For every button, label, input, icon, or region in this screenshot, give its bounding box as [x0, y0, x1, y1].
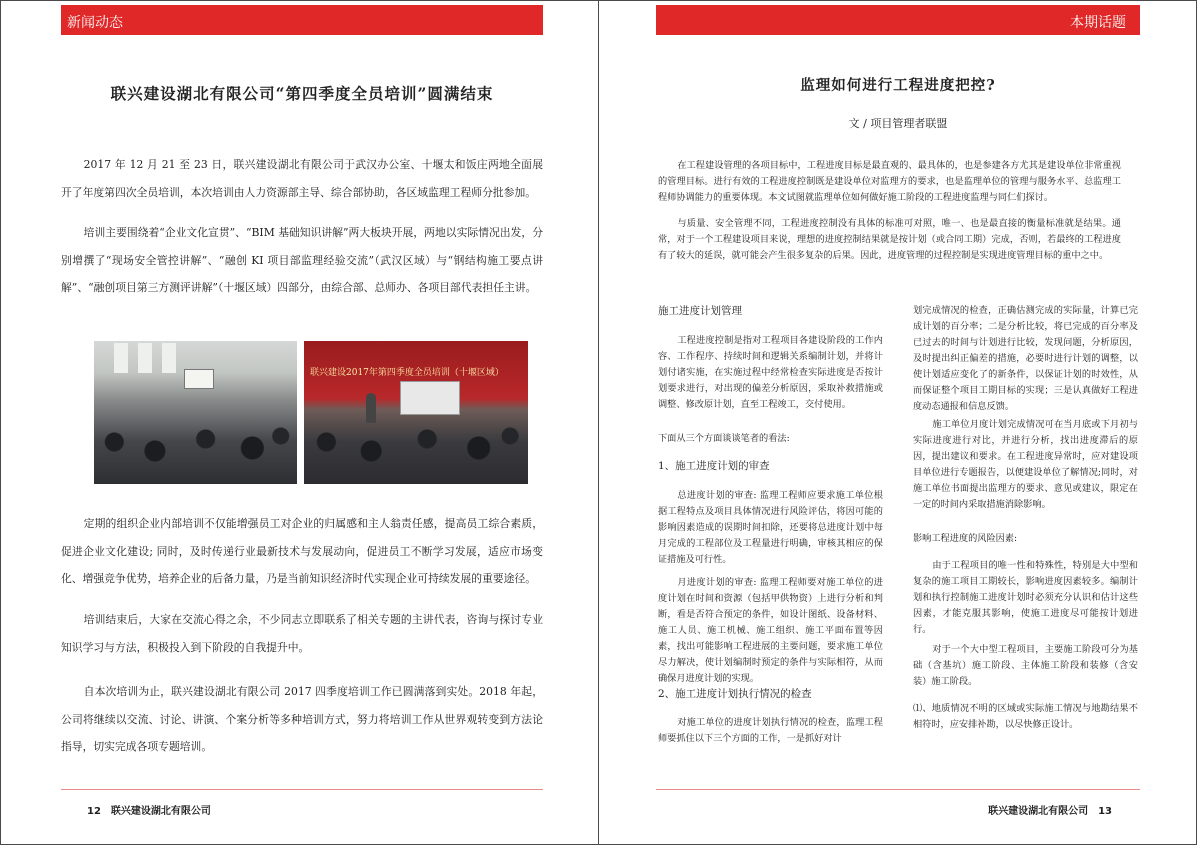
presenter	[366, 393, 376, 423]
col-b-paragraph-3: 由于工程项目的唯一性和特殊性，特别是大中型和复杂的施工项目工期较长，影响进度因素较多。编制计划和执行控制施工进度计划时必须充分认识和估计这些因素，才能克服其影响，使施工进度尽可能按计划进行。	[913, 560, 1138, 635]
col-b-lead: 影响工程进度的风险因素:	[913, 533, 1018, 544]
section-heading-execution-check: 2、施工进度计划执行情况的检查	[658, 688, 812, 700]
left-paragraph-4: 培训结束后，大家在交流心得之余，不少同志立即联系了相关专题的主讲代表，咨询与探讨专业知识学习与方法，积极投入到下阶段的自我提升中。	[61, 613, 543, 654]
col-a-paragraph-1: 工程进度控制是指对工程项目各建设阶段的工作内容、工作程序、持续时间和逻辑关系编制计划，并将计划付诸实施，在实施过程中经常检查实际进度是否按计划要求进行，对出现的偏差分析原因，采取补救措施或调整、修改原计划，直至工程竣工，交付使用。	[658, 335, 883, 410]
left-page	[0, 0, 599, 845]
left-paragraph-1: 2017 年 12 月 21 至 23 日，联兴建设湖北有限公司于武汉办公室、十堰太和饭庄两地全面展开了年度第四次全员培训，本次培训由人力资源部主导、综合部协助，各区域监理工程师分批参加。	[61, 158, 543, 199]
left-paragraph-3: 定期的组织企业内部培训不仅能增强员工对企业的归属感和主人翁责任感，提高员工综合素质，促进企业文化建设; 同时，及时传递行业最新技术与发展动向，促进员工不断学习发展，适应市场变化、增强竞争优势，培养企业的后备力量，乃是当前知识经济时代实现企业可持续发展的重要途径。	[61, 517, 543, 585]
left-header-label: 新闻动态	[67, 15, 123, 31]
right-page-footer: 联兴建设湖北有限公司 13	[988, 806, 1112, 817]
col-b-paragraph-1: 划完成情况的检查，正确估测完成的实际量，计算已完成计划的百分率；二是分析比较，将已完成的百分率及已过去的时间与计划进行比较，发现问题，分析原因，及时提出纠正偏差的措施，必要时进行计划的调整，以使计划适应变化了的新条件，以保证计划的时效性，从而保证整个项目工期目标的实现；三是认真做好工程进度动态通报和信息反馈。	[913, 305, 1138, 412]
col-a-paragraph-3: 月进度计划的审查: 监理工程师要对施工单位的进度计划在时间和资源（包括甲供物资）上进行分析和判断，看是否符合预定的条件，如设计图纸、设备材料、施工人员、施工机械、施工组织、施工平面布置等因素，找出可能影响工程进展的主要问题，要求施工单位尽力解决，使计划编制时预定的条件与实际相符，从而确保月进度计划的实现。	[658, 577, 883, 684]
col-a-lead: 下面从三个方面谈谈笔者的看法:	[658, 433, 790, 444]
section-heading-plan-review: 1、施工进度计划的审查	[658, 460, 770, 472]
col-b-paragraph-4: 对于一个大中型工程项目，主要施工阶段可分为基础（含基坑）施工阶段、主体施工阶段和装修（含安装）施工阶段。	[913, 644, 1138, 687]
right-page	[598, 0, 1197, 845]
left-footer-rule	[61, 789, 543, 790]
right-footer-rule	[656, 789, 1140, 790]
col-a-paragraph-2: 总进度计划的审查: 监理工程师应要求施工单位根据工程特点及项目具体情况进行风险评估，将因可能的影响因素造成的误期时间扣除，还要将总进度计划中每月完成的工程部位及工程量进行明确，审核其相应的保证措施及可行性。	[658, 490, 883, 565]
article-author: 文 / 项目管理者联盟	[848, 117, 948, 130]
section-heading-plan-management: 施工进度计划管理	[658, 305, 742, 317]
left-paragraph-5: 自本次培训为止，联兴建设湖北有限公司 2017 四季度培训工作已圆满落到实处。2018 年起，公司将继续以交流、讨论、讲演、个案分析等多种培训方式，努力将培训工作从世界观转变到方法论指导，切实完成各项专题培训。	[61, 685, 543, 753]
left-paragraph-2: 培训主要围绕着“企业文化宣贯”、“BIM 基础知识讲解”两大板块开展，两地以实际情况出发，分别增撰了“现场安全管控讲解”、“融创 KI 项目部监理经验交流”（武汉区域）与“钢结构施工要点讲解”、“融创项目第三方测评讲解”（十堰区域）四部分，由综合部、总师办、各项目部代表担任主讲。	[61, 226, 543, 294]
whiteboard	[400, 381, 460, 415]
projector-screen	[184, 369, 214, 389]
photo-banner-text: 联兴建设2017年第四季度全员培训（十堰区域）	[310, 368, 504, 378]
left-page-footer: 12 联兴建设湖北有限公司	[87, 806, 211, 817]
training-photo-wuhan	[94, 341, 297, 484]
col-a-paragraph-4: 对施工单位的进度计划执行情况的检查，监理工程师要抓住以下三个方面的工作，一是抓好对计	[658, 717, 883, 744]
col-b-paragraph-2: 施工单位月度计划完成情况可在当月底或下月初与实际进度进行对比，并进行分析，找出进度滞后的原因，提出建议和要求。在工程进度异常时，应对建设项目单位进行专题报告，以便建设单位了解情况;同时，对施工单位书面提出监理方的要求、意见或建议，限定在一定的时间内采取措施消除影响。	[913, 419, 1138, 510]
left-header-bar	[61, 5, 543, 35]
intro-paragraph-1: 在工程建设管理的各项目标中，工程进度目标是最直观的、最具体的，也是参建各方尤其是建设单位非常重视的管理目标。进行有效的工程进度控制既是建设单位对监理方的要求，也是监理单位的管理与服务水平、总监理工程师协调能力的重要体现。本文试图就监理单位如何做好施工阶段的工程进度监理与同仁们探讨。	[658, 160, 1121, 203]
col-b-paragraph-5: ⑴、地质情况不明的区域或实际施工情况与地勘结果不相符时，应安排补勘，以尽快修正设计。	[913, 703, 1138, 730]
right-header-bar	[656, 5, 1140, 35]
training-photo-shiyan	[304, 341, 528, 484]
left-article-title: 联兴建设湖北有限公司“第四季度全员培训”圆满结束	[110, 84, 494, 103]
right-header-label: 本期话题	[1070, 15, 1126, 31]
right-article-title: 监理如何进行工程进度把控?	[800, 77, 996, 94]
intro-paragraph-2: 与质量、安全管理不同，工程进度控制没有具体的标准可对照，唯一、也是最直接的衡量标准就是结果。通常，对于一个工程建设项目来说，理想的进度控制结果就是按计划（或合同工期）完成，否则，若最终的工程进度有了较大的延误，就可能会产生很多复杂的后果。因此，进度管理的过程控制是实现进度管理目标的重中之中。	[658, 218, 1121, 261]
